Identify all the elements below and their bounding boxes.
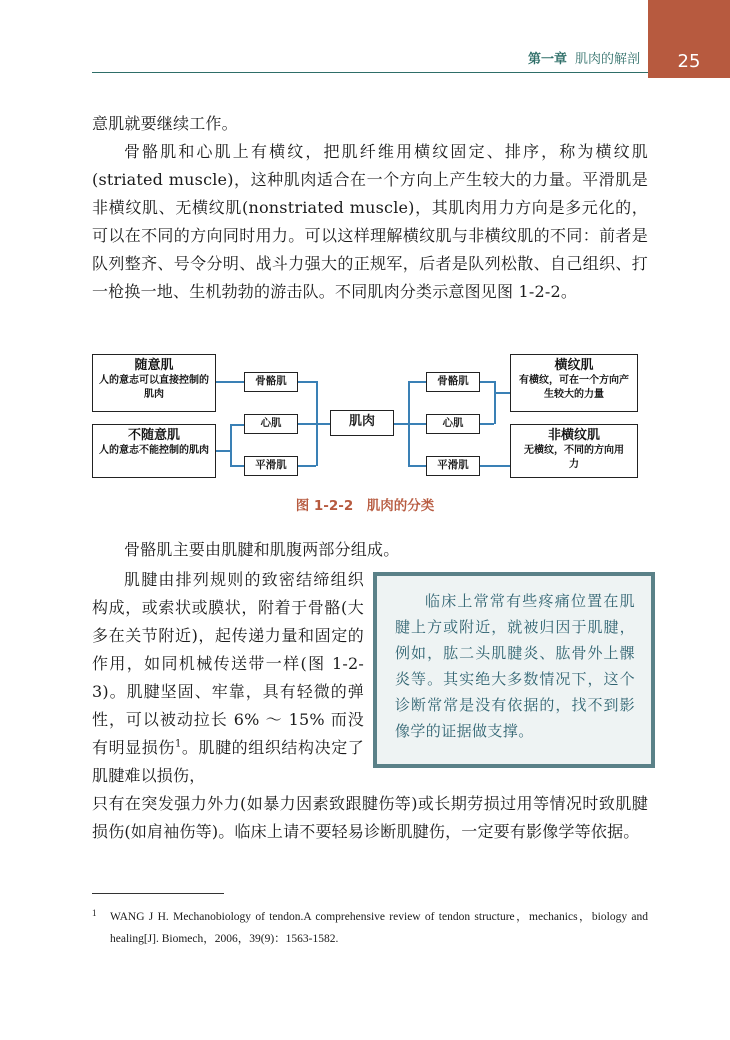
nonstriated-desc: 无横纹，不同的方向用力 xyxy=(524,445,624,470)
connector xyxy=(216,381,244,383)
striated-muscle-box xyxy=(510,354,638,412)
running-header xyxy=(500,48,640,67)
involuntary-desc: 人的意志不能控制的肌肉 xyxy=(99,445,209,456)
striated-desc: 有横纹，可在一个方向产生较大的力量 xyxy=(519,375,629,400)
page-number: 25 xyxy=(648,0,730,78)
clinical-note-box: 临床上常常有些疼痛位置在肌腱上方或附近，就被归因于肌腱，例如，肱二头肌腱炎、肱骨外上髁炎等。其实绝大多数情况下，这个诊断常常是没有依据的，找不到影像学的证据做支撑。 xyxy=(373,572,655,768)
left-cardiac-box: 心肌 xyxy=(244,414,298,434)
footnote-ref[interactable]: 1 xyxy=(174,738,182,750)
left-skeletal-box: 骨骼肌 xyxy=(244,372,298,392)
connector xyxy=(316,423,330,425)
connector xyxy=(494,392,510,394)
paragraph-tendon-intro: 骨骼肌主要由肌腱和肌腹两部分组成。 xyxy=(124,540,400,559)
connector xyxy=(408,465,426,467)
footnote-text: WANG J H. Mechanobiology of tendon.A comprehensive review of tendon structure，mechanics，biology and healing[J]. Biomech，2006，39(9)：1563-1582. xyxy=(110,911,648,945)
connector xyxy=(480,465,510,467)
voluntary-muscle-box xyxy=(92,354,216,412)
muscle-center-box: 肌肉 xyxy=(330,410,394,436)
right-smooth-box: 平滑肌 xyxy=(426,456,480,476)
paragraph-tendon-narrow xyxy=(92,566,364,790)
figure-caption: 图 1-2-2 肌肉的分类 xyxy=(295,498,435,514)
chapter-label: 第一章 xyxy=(527,52,567,67)
footnote xyxy=(92,906,648,950)
footnote-rule xyxy=(92,893,224,894)
connector xyxy=(394,423,408,425)
nonstriated-title: 非横纹肌 xyxy=(547,428,600,443)
connector xyxy=(230,465,244,467)
left-smooth-box: 平滑肌 xyxy=(244,456,298,476)
right-skeletal-box: 骨骼肌 xyxy=(426,372,480,392)
footnote-mark: 1 xyxy=(92,908,97,918)
header-rule xyxy=(92,72,648,73)
muscle-classification-diagram xyxy=(92,354,648,480)
involuntary-title: 不随意肌 xyxy=(127,428,180,443)
tendon-text: 肌腱由排列规则的致密结缔组织构成，或索状或膜状，附着于骨骼(大多在关节附近)，起传递力量和固定的作用，如同机械传送带一样(图 1-2-3)。肌腱坚固、牢靠，具有轻微的弹性，可以被动拉长 6% ～ 15% 而没有明显损伤 xyxy=(92,570,364,757)
connector xyxy=(230,424,232,466)
connector xyxy=(298,423,316,425)
nonstriated-muscle-box xyxy=(510,424,638,478)
involuntary-muscle-box xyxy=(92,424,216,478)
striated-title: 横纹肌 xyxy=(554,358,594,373)
connector xyxy=(408,381,426,383)
connector xyxy=(408,423,426,425)
connector xyxy=(298,381,316,383)
connector xyxy=(494,381,496,424)
connector xyxy=(480,423,494,425)
paragraph-striated: 骨骼肌和心肌上有横纹，把肌纤维用横纹固定、排序，称为横纹肌(striated muscle)，这种肌肉适合在一个方向上产生较大的力量。平滑肌是非横纹肌、无横纹肌(nonstriated muscle)，其肌肉用力方向是多元化的，可以在不同的方向同时用力。可以这样理解横纹肌与非横纹肌的不同：前者是队列整齐、号令分明、战斗力强大的正规军，后者是队列松散、自己组织、打一枪换一地、生机勃勃的游击队。不同肌肉分类示意图见图 1-2-2。 xyxy=(92,142,648,301)
body-text-top xyxy=(92,110,648,306)
right-cardiac-box: 心肌 xyxy=(426,414,480,434)
connector xyxy=(480,381,494,383)
continuation-line: 意肌就要继续工作。 xyxy=(92,114,238,133)
voluntary-title: 随意肌 xyxy=(134,358,174,373)
connector xyxy=(230,424,244,426)
paragraph-tendon-wide: 只有在突发强力外力(如暴力因素致跟腱伤等)或长期劳损过用等情况时致肌腱损伤(如肩袖伤等)。临床上请不要轻易诊断肌腱伤，一定要有影像学等依据。 xyxy=(92,794,648,841)
voluntary-desc: 人的意志可以直接控制的肌肉 xyxy=(99,375,209,400)
chapter-title: 肌肉的解剖 xyxy=(574,52,640,67)
connector xyxy=(216,450,231,452)
tendon-text-cont: 。肌腱的组织结构决定了肌腱难以损伤， xyxy=(92,738,364,785)
connector xyxy=(298,465,316,467)
